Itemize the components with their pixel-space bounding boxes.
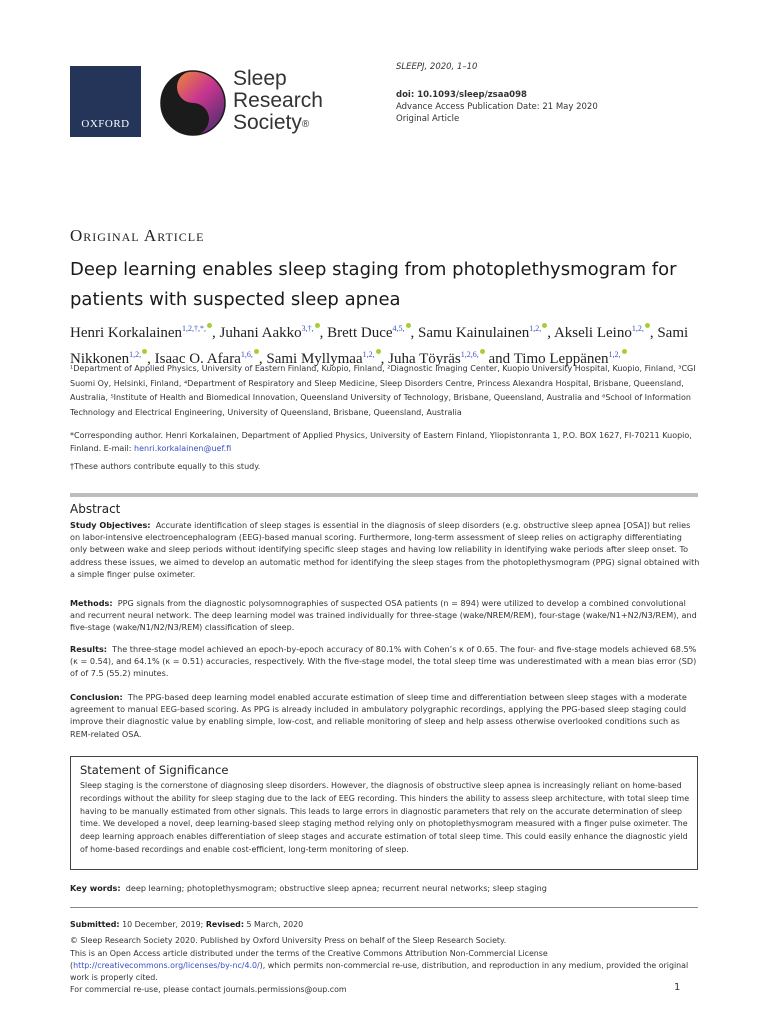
results-text: The three-stage model achieved an epoch-by-epoch accuracy of 80.1% with Cohen’s κ of 0.65. The four- and five-stage models achieved 68.5% (κ = 0.54), and 64.1% (κ = 0.51) accuracies, respectively. With the five-stage model, the total sleep time was underestimated with a mean bias error (SD) of of 7.5 (55.2) minutes. xyxy=(70,644,697,679)
society-name xyxy=(233,68,323,134)
orcid-icon[interactable] xyxy=(142,349,147,354)
author-affil-sup: 1,2, xyxy=(129,350,142,359)
advance-access-date: Advance Access Publication Date: 21 May 2020 xyxy=(396,102,598,112)
author-affil-sup: 1,2, xyxy=(529,324,542,333)
section-label: Original Article xyxy=(70,226,205,245)
oxford-logo xyxy=(70,66,141,137)
orcid-icon[interactable] xyxy=(622,349,627,354)
article-type: Original Article xyxy=(396,114,460,124)
abstract-divider xyxy=(70,493,698,497)
affiliations: ¹Department of Applied Physics, University of Eastern Finland, Kuopio, Finland, ²Diagnostic Imaging Center, Kuopio University Hospital, Kuopio, Finland, ³CGI Suomi Oy, Helsinki, Finland, ⁴Department of Respiratory and Sleep Medicine, Sleep Disorders Centre, Princess Alexandra Hospital, Brisbane, Queensland, Australia, ⁵Institute of Health and Biomedical Innovation, Queensland University of Technology, Brisbane, Queensland, Australia and ⁶School of Information Technology and Electrical Engineering, University of Queensland, Brisbane, Queensland, Australia xyxy=(70,364,696,417)
author-name[interactable]: Henri Korkalainen xyxy=(70,325,183,341)
journal-reference: SLEEPJ, 2020, 1–10 xyxy=(396,62,478,72)
equal-contribution-note: †These authors contribute equally to this study. xyxy=(70,462,261,471)
submitted-label: Submitted: xyxy=(70,920,120,929)
objectives-label: Study Objectives: xyxy=(70,520,151,530)
license-link[interactable] xyxy=(73,961,260,970)
author-affil-sup: 4,5, xyxy=(392,324,405,333)
license-notice xyxy=(70,948,700,996)
keywords xyxy=(70,883,700,893)
society-name-line1: Sleep xyxy=(233,67,287,90)
objectives-text: Accurate identification of sleep stages is essential in the diagnosis of sleep disorders (e.g. obstructive sleep apnea [OSA]) but relies on labor-intensive electroencephalogram (EEG)-based manual scoring. Furthermore, long-term assessment of sleep relies on actigraphy differentiating only between wake and sleep periods without identifying specific sleep stages and having low reliability in identifying wake periods after sleep onset. To address these issues, we aimed to develop an automatic method for identifying the sleep stages from the photoplethysmogram (PPG) signal obtained with a simple finger pulse oximeter. xyxy=(70,520,700,579)
corresponding-text: *Corresponding author. Henri Korkalainen, Department of Applied Physics, University of Eastern Finland, Yliopistonranta 1, P.O. BOX 1627, FI-70211 Kuopio, Finland. E-mail: xyxy=(70,431,692,453)
corresponding-author xyxy=(70,430,700,455)
author-name[interactable]: Isaac O. Afara xyxy=(154,351,241,367)
keywords-text: deep learning; photoplethysmogram; obstructive sleep apnea; recurrent neural networks; sleep staging xyxy=(125,883,547,893)
license-link-part1[interactable]: http://creativecommons.org/ xyxy=(73,961,186,970)
significance-heading: Statement of Significance xyxy=(80,763,229,777)
page-number: 1 xyxy=(674,982,681,993)
registered-mark: ® xyxy=(301,119,310,130)
submitted-date: 10 December, 2019; xyxy=(122,920,204,929)
footer-divider xyxy=(70,907,698,908)
author-name[interactable]: Samu Kainulainen xyxy=(418,325,530,341)
author-name[interactable]: Timo Leppänen xyxy=(513,351,609,367)
results-label: Results: xyxy=(70,644,107,654)
author-name[interactable]: Brett Duce xyxy=(327,325,393,341)
corresponding-email-link[interactable]: henri.korkalainen@uef.fi xyxy=(134,443,232,453)
orcid-icon[interactable] xyxy=(207,323,212,328)
orcid-icon[interactable] xyxy=(376,349,381,354)
author-list: Henri Korkalainen$^{1,2,\dagger,*,}$ , Juhani Aakko$^{3,\dagger,}$ , Brett Duce$^{4,5,}$ , Samu Kainulainen$^{1,2,}$ , Akseli Leino$^{1,2,}$ , Sami Nikkonen$^{1,2,}$ , Isaac O. Afara$^{1,6,}$ , Sami Myllymaa$^{1,2,}$ , Juha Töyräs$^{1,2,6,}$ and Timo Leppänen$^{1,2,}$ xyxy=(70,324,689,367)
license-text-post: ), which permits non-commercial re-use, distribution, and reproduction in any medium, provided the original work is properly cited. xyxy=(70,961,689,982)
author-name[interactable]: Sami Myllymaa xyxy=(266,351,363,367)
author-name[interactable]: Juhani Aakko xyxy=(219,325,302,341)
society-name-line2: Research xyxy=(233,89,323,112)
author-affil-sup: 1,2,†,*, xyxy=(182,324,207,333)
author-affil-sup: 1,2, xyxy=(362,350,375,359)
copyright-notice: © Sleep Research Society 2020. Published by Oxford University Press on behalf of the Sleep Research Society. xyxy=(70,936,507,945)
orcid-icon[interactable] xyxy=(645,323,650,328)
license-link-part2[interactable]: licenses/by-nc/4.0/ xyxy=(185,961,260,970)
revised-date: 5 March, 2020 xyxy=(246,920,304,929)
conclusion-label: Conclusion: xyxy=(70,692,123,702)
sleep-research-society-logo xyxy=(158,68,228,138)
revised-label: Revised: xyxy=(205,920,244,929)
abstract-results xyxy=(70,643,700,680)
orcid-icon[interactable] xyxy=(254,349,259,354)
author-name[interactable]: Sami Nikkonen xyxy=(70,325,689,367)
orcid-icon[interactable] xyxy=(315,323,320,328)
significance-text: Sleep staging is the cornerstone of diagnosing sleep disorders. However, the diagnosis of obstructive sleep apnea is increasingly reliant on home-based recordings without the ability for sleep staging due to the lack of EEG recording. This hinders the ability to assess sleep architecture, with total sleep time having to be manually estimated from other signals. This leads to large errors in diagnostic parameters that rely on the accurate determination of sleep time. We developed a novel, deep learning-based sleep staging method relying only on photoplethysmogram measured with a finger pulse oximeter. The deep learning approach enables differentiation of sleep stages and accurate estimation of total sleep time. This could easily enhance the diagnostic yield of home-based recordings and enable cost-efficient, long-term monitoring of sleep. xyxy=(80,781,690,854)
author-affil-sup: 1,2, xyxy=(631,324,644,333)
license-text-pre: This is an Open Access article distributed under the terms of the Creative Commons Attribution Non-Commercial License ( xyxy=(70,949,548,970)
orcid-icon[interactable] xyxy=(406,323,411,328)
methods-text: PPG signals from the diagnostic polysomnographies of suspected OSA patients (n = 894) were utilized to develop a combined convolutional and recurrent neural network. The deep learning model was trained individually for three-stage (wake/NREM/REM), four-stage (wake/N1+N2/N3/REM), and five-stage (wake/N1/N2/N3/REM) classification of sleep. xyxy=(70,598,697,633)
author-affil-sup: 1,2,6, xyxy=(460,350,479,359)
abstract-conclusion xyxy=(70,691,700,740)
doi[interactable]: doi: 10.1093/sleep/zsaa098 xyxy=(396,90,527,100)
orcid-icon[interactable] xyxy=(480,349,485,354)
author-affil-sup: 1,2, xyxy=(608,350,621,359)
abstract-methods xyxy=(70,597,700,634)
orcid-icon[interactable] xyxy=(542,323,547,328)
submission-dates xyxy=(70,919,700,931)
article-title: Deep learning enables sleep staging from photoplethysmogram for patients with suspected sleep apnea xyxy=(70,259,677,310)
author-name[interactable]: Akseli Leino xyxy=(553,325,632,341)
abstract-objectives xyxy=(70,519,700,580)
author-affil-sup: 1,6, xyxy=(240,350,253,359)
abstract-heading: Abstract xyxy=(70,502,121,516)
commercial-reuse-note: For commercial re-use, please contact journals.permissions@oup.com xyxy=(70,985,347,994)
author-name[interactable]: Juha Töyräs xyxy=(388,351,461,367)
society-name-line3: Society xyxy=(233,111,302,134)
keywords-label: Key words: xyxy=(70,883,121,893)
methods-label: Methods: xyxy=(70,598,113,608)
oxford-logo-text: OXFORD xyxy=(81,118,130,130)
author-affil-sup: 3,†, xyxy=(301,324,314,333)
conclusion-text: The PPG-based deep learning model enabled accurate estimation of sleep time and differentiation between sleep stages with a moderate agreement to manual EEG-based scoring. As PPG is already included in ambulatory polygraphic recordings, applying the PPG-based sleep staging could improve their diagnostic value by enabling simple, low-cost, and reliable monitoring of sleep and help assess otherwise overlooked conditions such as REM-related OSA. xyxy=(70,692,687,739)
